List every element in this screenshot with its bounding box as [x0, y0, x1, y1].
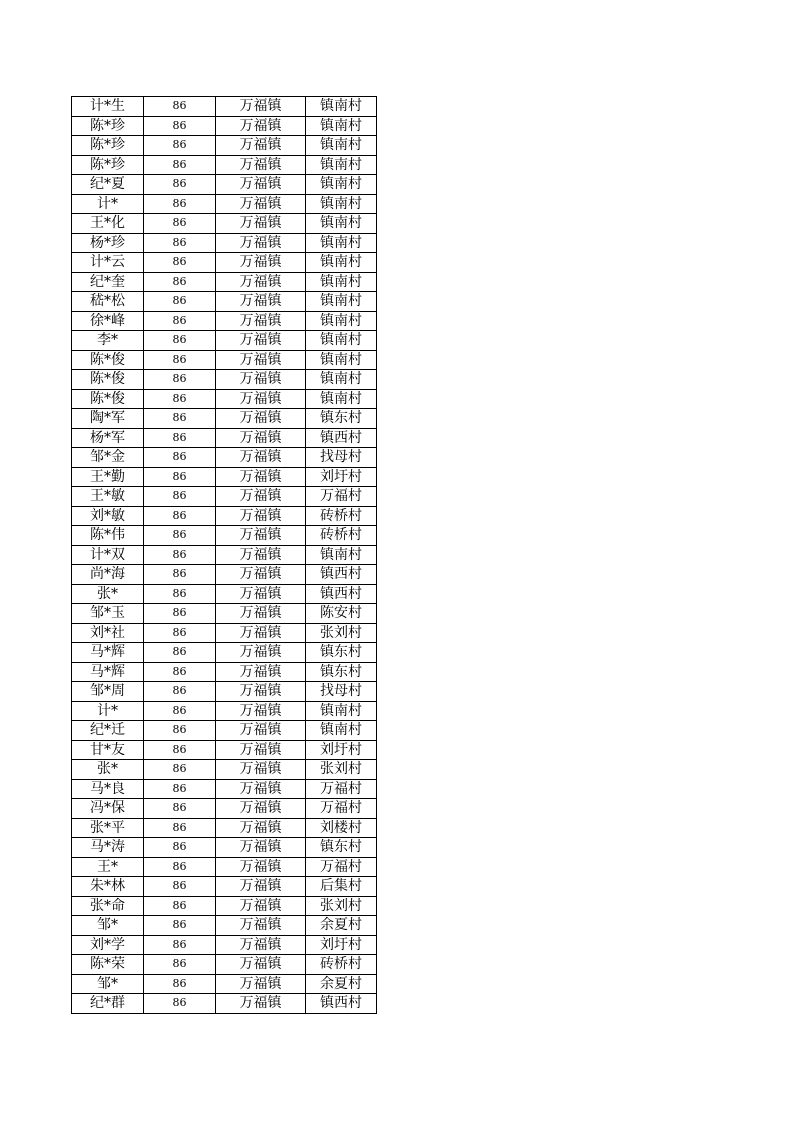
score-cell: 86: [144, 838, 216, 858]
table-row: [72, 331, 377, 351]
village-cell: 万福村: [306, 857, 377, 877]
town-cell: 万福镇: [216, 974, 306, 994]
name-cell: 朱*林: [72, 877, 144, 897]
name-cell: 计*: [72, 194, 144, 214]
name-cell: 张*平: [72, 818, 144, 838]
table-row: [72, 526, 377, 546]
name-cell: 冯*保: [72, 799, 144, 819]
name-cell: 邹*: [72, 974, 144, 994]
table-row: [72, 701, 377, 721]
score-cell: 86: [144, 682, 216, 702]
score-cell: 86: [144, 97, 216, 117]
score-cell: 86: [144, 935, 216, 955]
table-row: [72, 994, 377, 1014]
table-row: [72, 253, 377, 273]
name-cell: 尚*海: [72, 565, 144, 585]
village-cell: 镇南村: [306, 97, 377, 117]
name-cell: 计*: [72, 701, 144, 721]
name-cell: 甘*友: [72, 740, 144, 760]
name-cell: 邹*周: [72, 682, 144, 702]
village-cell: 张刘村: [306, 760, 377, 780]
score-cell: 86: [144, 311, 216, 331]
village-cell: 万福村: [306, 487, 377, 507]
town-cell: 万福镇: [216, 331, 306, 351]
data-table: [71, 96, 377, 1014]
town-cell: 万福镇: [216, 877, 306, 897]
score-cell: 86: [144, 136, 216, 156]
table-row: [72, 779, 377, 799]
village-cell: 镇南村: [306, 389, 377, 409]
name-cell: 王*勤: [72, 467, 144, 487]
name-cell: 纪*夏: [72, 175, 144, 195]
name-cell: 陶*军: [72, 409, 144, 429]
name-cell: 张*: [72, 584, 144, 604]
name-cell: 刘*社: [72, 623, 144, 643]
table-row: [72, 311, 377, 331]
village-cell: 万福村: [306, 779, 377, 799]
name-cell: 马*涛: [72, 838, 144, 858]
town-cell: 万福镇: [216, 311, 306, 331]
village-cell: 镇南村: [306, 331, 377, 351]
score-cell: 86: [144, 506, 216, 526]
village-cell: 镇南村: [306, 214, 377, 234]
town-cell: 万福镇: [216, 467, 306, 487]
town-cell: 万福镇: [216, 136, 306, 156]
town-cell: 万福镇: [216, 370, 306, 390]
village-cell: 砖桥村: [306, 526, 377, 546]
name-cell: 陈*俊: [72, 370, 144, 390]
table-row: [72, 760, 377, 780]
score-cell: 86: [144, 779, 216, 799]
town-cell: 万福镇: [216, 116, 306, 136]
town-cell: 万福镇: [216, 389, 306, 409]
name-cell: 张*命: [72, 896, 144, 916]
village-cell: 刘圩村: [306, 467, 377, 487]
table-row: [72, 409, 377, 429]
village-cell: 镇南村: [306, 701, 377, 721]
name-cell: 陈*伟: [72, 526, 144, 546]
name-cell: 刘*学: [72, 935, 144, 955]
table-row: [72, 487, 377, 507]
score-cell: 86: [144, 350, 216, 370]
village-cell: 镇东村: [306, 838, 377, 858]
name-cell: 李*: [72, 331, 144, 351]
town-cell: 万福镇: [216, 604, 306, 624]
score-cell: 86: [144, 799, 216, 819]
score-cell: 86: [144, 409, 216, 429]
village-cell: 镇南村: [306, 370, 377, 390]
town-cell: 万福镇: [216, 838, 306, 858]
village-cell: 镇南村: [306, 194, 377, 214]
town-cell: 万福镇: [216, 253, 306, 273]
score-cell: 86: [144, 292, 216, 312]
town-cell: 万福镇: [216, 701, 306, 721]
town-cell: 万福镇: [216, 760, 306, 780]
name-cell: 邹*金: [72, 448, 144, 468]
village-cell: 镇西村: [306, 994, 377, 1014]
table-row: [72, 935, 377, 955]
table-row: [72, 721, 377, 741]
score-cell: 86: [144, 584, 216, 604]
name-cell: 嵇*松: [72, 292, 144, 312]
village-cell: 镇西村: [306, 428, 377, 448]
town-cell: 万福镇: [216, 916, 306, 936]
town-cell: 万福镇: [216, 662, 306, 682]
score-cell: 86: [144, 214, 216, 234]
village-cell: 找母村: [306, 682, 377, 702]
name-cell: 计*生: [72, 97, 144, 117]
village-cell: 后集村: [306, 877, 377, 897]
score-cell: 86: [144, 253, 216, 273]
village-cell: 镇东村: [306, 662, 377, 682]
town-cell: 万福镇: [216, 97, 306, 117]
name-cell: 计*双: [72, 545, 144, 565]
town-cell: 万福镇: [216, 857, 306, 877]
score-cell: 86: [144, 370, 216, 390]
town-cell: 万福镇: [216, 623, 306, 643]
name-cell: 杨*珍: [72, 233, 144, 253]
village-cell: 镇南村: [306, 272, 377, 292]
table-row: [72, 292, 377, 312]
town-cell: 万福镇: [216, 779, 306, 799]
table-row: [72, 838, 377, 858]
name-cell: 邹*玉: [72, 604, 144, 624]
score-cell: 86: [144, 721, 216, 741]
village-cell: 镇南村: [306, 721, 377, 741]
name-cell: 陈*珍: [72, 136, 144, 156]
village-cell: 张刘村: [306, 896, 377, 916]
village-cell: 张刘村: [306, 623, 377, 643]
score-cell: 86: [144, 487, 216, 507]
town-cell: 万福镇: [216, 214, 306, 234]
town-cell: 万福镇: [216, 292, 306, 312]
village-cell: 万福村: [306, 799, 377, 819]
village-cell: 砖桥村: [306, 506, 377, 526]
table-row: [72, 955, 377, 975]
score-cell: 86: [144, 526, 216, 546]
town-cell: 万福镇: [216, 818, 306, 838]
village-cell: 镇南村: [306, 292, 377, 312]
score-cell: 86: [144, 857, 216, 877]
score-cell: 86: [144, 896, 216, 916]
town-cell: 万福镇: [216, 526, 306, 546]
score-cell: 86: [144, 701, 216, 721]
table-row: [72, 545, 377, 565]
village-cell: 镇南村: [306, 136, 377, 156]
name-cell: 刘*敏: [72, 506, 144, 526]
town-cell: 万福镇: [216, 896, 306, 916]
score-cell: 86: [144, 155, 216, 175]
village-cell: 镇南村: [306, 311, 377, 331]
score-cell: 86: [144, 467, 216, 487]
name-cell: 张*: [72, 760, 144, 780]
score-cell: 86: [144, 448, 216, 468]
table-row: [72, 565, 377, 585]
town-cell: 万福镇: [216, 506, 306, 526]
village-cell: 镇南村: [306, 233, 377, 253]
table-row: [72, 175, 377, 195]
score-cell: 86: [144, 545, 216, 565]
table-row: [72, 896, 377, 916]
name-cell: 徐*峰: [72, 311, 144, 331]
name-cell: 计*云: [72, 253, 144, 273]
score-cell: 86: [144, 389, 216, 409]
village-cell: 刘圩村: [306, 935, 377, 955]
score-cell: 86: [144, 994, 216, 1014]
table-row: [72, 97, 377, 117]
table-row: [72, 448, 377, 468]
name-cell: 陈*珍: [72, 155, 144, 175]
town-cell: 万福镇: [216, 448, 306, 468]
name-cell: 杨*军: [72, 428, 144, 448]
score-cell: 86: [144, 643, 216, 663]
score-cell: 86: [144, 623, 216, 643]
town-cell: 万福镇: [216, 643, 306, 663]
score-cell: 86: [144, 428, 216, 448]
score-cell: 86: [144, 331, 216, 351]
town-cell: 万福镇: [216, 565, 306, 585]
town-cell: 万福镇: [216, 175, 306, 195]
table-body: [72, 97, 377, 1014]
name-cell: 马*辉: [72, 643, 144, 663]
table-row: [72, 389, 377, 409]
name-cell: 陈*俊: [72, 350, 144, 370]
village-cell: 镇东村: [306, 643, 377, 663]
table-row: [72, 350, 377, 370]
table-row: [72, 155, 377, 175]
table-row: [72, 604, 377, 624]
table-row: [72, 233, 377, 253]
name-cell: 陈*俊: [72, 389, 144, 409]
score-cell: 86: [144, 175, 216, 195]
town-cell: 万福镇: [216, 994, 306, 1014]
name-cell: 王*敏: [72, 487, 144, 507]
table-row: [72, 740, 377, 760]
village-cell: 余夏村: [306, 974, 377, 994]
table-row: [72, 194, 377, 214]
table-row: [72, 623, 377, 643]
score-cell: 86: [144, 233, 216, 253]
score-cell: 86: [144, 877, 216, 897]
town-cell: 万福镇: [216, 545, 306, 565]
table-row: [72, 467, 377, 487]
village-cell: 镇南村: [306, 253, 377, 273]
table-row: [72, 116, 377, 136]
town-cell: 万福镇: [216, 428, 306, 448]
town-cell: 万福镇: [216, 584, 306, 604]
village-cell: 镇南村: [306, 350, 377, 370]
village-cell: 镇南村: [306, 175, 377, 195]
table-row: [72, 428, 377, 448]
table-row: [72, 214, 377, 234]
town-cell: 万福镇: [216, 272, 306, 292]
name-cell: 邹*: [72, 916, 144, 936]
table-row: [72, 136, 377, 156]
village-cell: 镇东村: [306, 409, 377, 429]
village-cell: 镇南村: [306, 155, 377, 175]
score-cell: 86: [144, 116, 216, 136]
town-cell: 万福镇: [216, 935, 306, 955]
name-cell: 马*辉: [72, 662, 144, 682]
score-cell: 86: [144, 565, 216, 585]
score-cell: 86: [144, 916, 216, 936]
score-cell: 86: [144, 955, 216, 975]
village-cell: 镇西村: [306, 584, 377, 604]
table-row: [72, 584, 377, 604]
town-cell: 万福镇: [216, 740, 306, 760]
score-cell: 86: [144, 272, 216, 292]
town-cell: 万福镇: [216, 194, 306, 214]
village-cell: 刘楼村: [306, 818, 377, 838]
table-row: [72, 370, 377, 390]
score-cell: 86: [144, 760, 216, 780]
table-row: [72, 974, 377, 994]
name-cell: 马*良: [72, 779, 144, 799]
name-cell: 王*: [72, 857, 144, 877]
table-row: [72, 877, 377, 897]
table-row: [72, 643, 377, 663]
town-cell: 万福镇: [216, 155, 306, 175]
village-cell: 砖桥村: [306, 955, 377, 975]
village-cell: 找母村: [306, 448, 377, 468]
table-row: [72, 272, 377, 292]
table-row: [72, 916, 377, 936]
score-cell: 86: [144, 974, 216, 994]
village-cell: 刘圩村: [306, 740, 377, 760]
village-cell: 镇南村: [306, 545, 377, 565]
village-cell: 余夏村: [306, 916, 377, 936]
name-cell: 纪*奎: [72, 272, 144, 292]
name-cell: 纪*群: [72, 994, 144, 1014]
table-row: [72, 857, 377, 877]
village-cell: 镇南村: [306, 116, 377, 136]
town-cell: 万福镇: [216, 721, 306, 741]
table-row: [72, 818, 377, 838]
town-cell: 万福镇: [216, 799, 306, 819]
table-row: [72, 799, 377, 819]
score-cell: 86: [144, 604, 216, 624]
town-cell: 万福镇: [216, 955, 306, 975]
name-cell: 王*化: [72, 214, 144, 234]
score-cell: 86: [144, 662, 216, 682]
table-row: [72, 662, 377, 682]
score-cell: 86: [144, 740, 216, 760]
village-cell: 陈安村: [306, 604, 377, 624]
town-cell: 万福镇: [216, 350, 306, 370]
village-cell: 镇西村: [306, 565, 377, 585]
score-cell: 86: [144, 194, 216, 214]
name-cell: 陈*珍: [72, 116, 144, 136]
town-cell: 万福镇: [216, 409, 306, 429]
town-cell: 万福镇: [216, 682, 306, 702]
table-row: [72, 682, 377, 702]
town-cell: 万福镇: [216, 487, 306, 507]
table-row: [72, 506, 377, 526]
town-cell: 万福镇: [216, 233, 306, 253]
name-cell: 纪*迁: [72, 721, 144, 741]
name-cell: 陈*荣: [72, 955, 144, 975]
score-cell: 86: [144, 818, 216, 838]
